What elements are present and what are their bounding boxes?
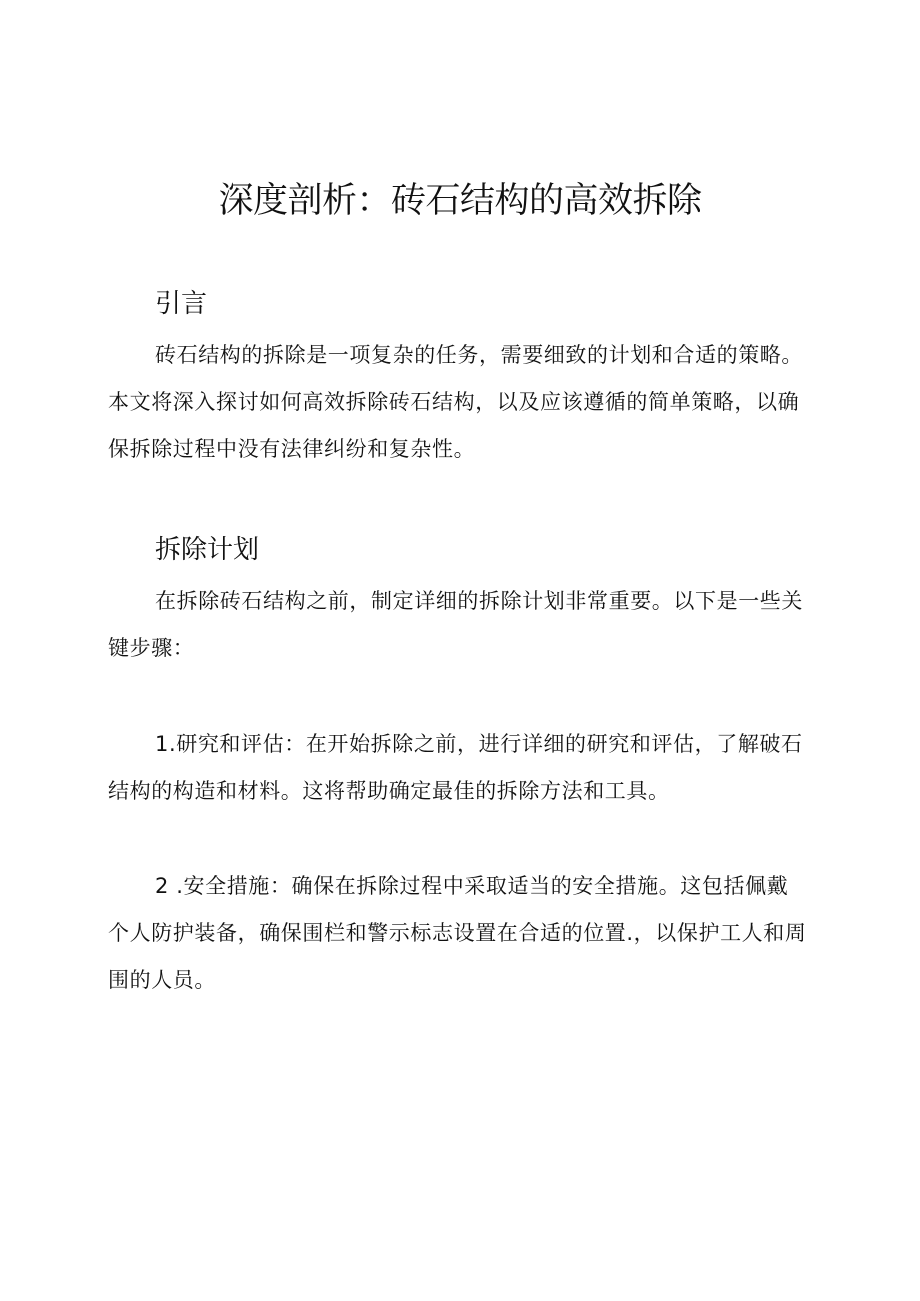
step-research-assessment: 1.研究和评估：在开始拆除之前，进行详细的研究和评估，了解破石结构的构造和材料。这将帮助确定最佳的拆除方法和工具。 [108,732,803,803]
section-heading-demolition-plan: 拆除计划 [155,535,260,565]
section-heading-introduction: 引言 [155,289,208,319]
demolition-plan-paragraph: 在拆除砖石结构之前，制定详细的拆除计划非常重要。以下是一些关键步骤： [108,589,803,660]
introduction-paragraph: 砖石结构的拆除是一项复杂的任务，需要细致的计划和合适的策略。本文将深入探讨如何高效拆除砖石结构，以及应该遵循的简单策略，以确保拆除过程中没有法律纠纷和复杂性。 [108,343,803,461]
step-safety-measures: 2 .安全措施：确保在拆除过程中采取适当的安全措施。这包括佩戴个人防护装备，确保围栏和警示标志设置在合适的位置.，以保护工人和周围的人员。 [108,874,807,992]
document-title: 深度剖析：砖石结构的高效拆除 [218,181,702,221]
